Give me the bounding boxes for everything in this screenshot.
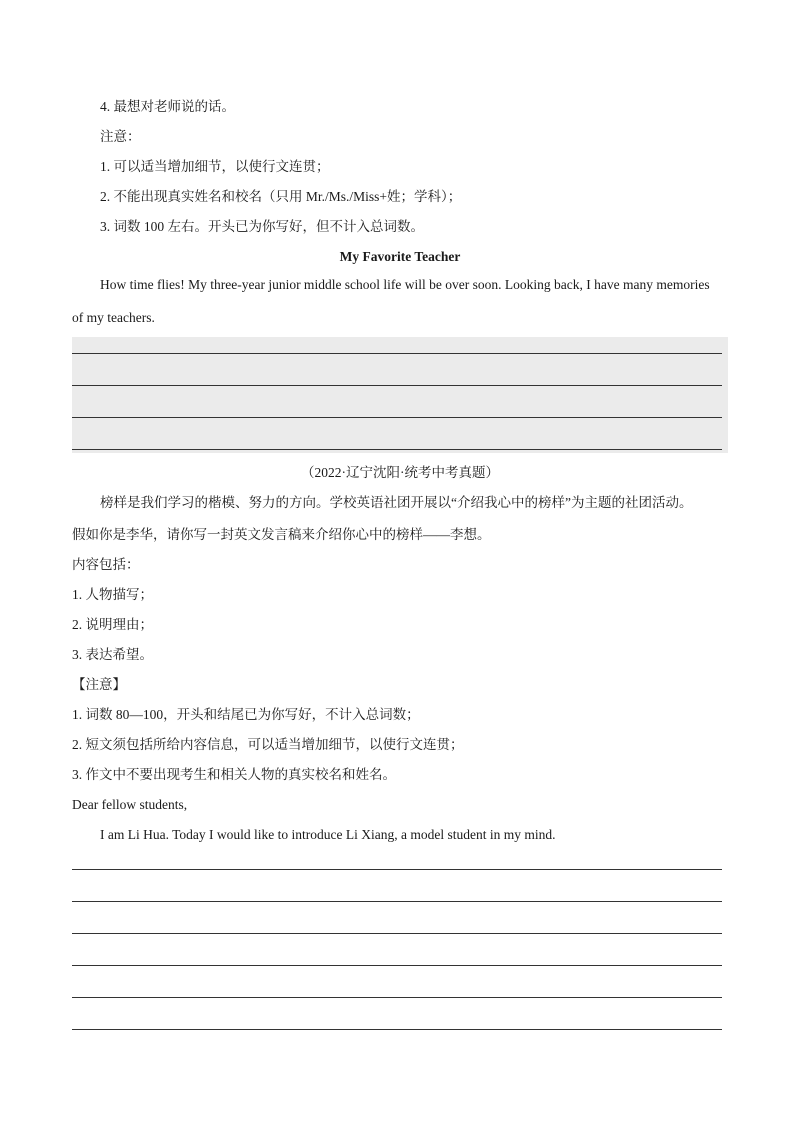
prompt-line: 榜样是我们学习的楷模、努力的方向。学校英语社团开展以“介绍我心中的榜样”为主题的社团活动。 bbox=[100, 495, 693, 510]
answer-line[interactable] bbox=[72, 449, 722, 450]
answer-line[interactable] bbox=[72, 385, 722, 386]
content-point-4: 4. 最想对老师说的话。 bbox=[100, 99, 235, 114]
essay-opening-line: of my teachers. bbox=[72, 310, 155, 325]
note-heading: 【注意】 bbox=[72, 677, 126, 692]
prompt-line: 假如你是李华，请你写一封英文发言稿来介绍你心中的榜样——李想。 bbox=[72, 527, 491, 542]
salutation: Dear fellow students, bbox=[72, 797, 188, 812]
answer-line[interactable] bbox=[72, 901, 722, 902]
answer-line[interactable] bbox=[72, 997, 722, 998]
content-point: 2. 说明理由； bbox=[72, 617, 153, 632]
note-item: 3. 作文中不要出现考生和相关人物的真实校名和姓名。 bbox=[72, 767, 396, 782]
content-point: 1. 人物描写； bbox=[72, 587, 153, 602]
answer-line[interactable] bbox=[72, 417, 722, 418]
answer-line[interactable] bbox=[72, 353, 722, 354]
answer-area bbox=[72, 337, 728, 453]
answer-line[interactable] bbox=[72, 933, 722, 934]
answer-line[interactable] bbox=[72, 1029, 722, 1030]
essay-opening-line: How time flies! My three-year junior middle school life will be over soon. Looking back, I have many memories bbox=[100, 277, 710, 292]
content-point: 3. 表达希望。 bbox=[72, 647, 153, 662]
note-item: 1. 词数 80—100，开头和结尾已为你写好，不计入总词数； bbox=[72, 707, 420, 722]
question-source: （2022·辽宁沈阳·统考中考真题） bbox=[301, 465, 499, 480]
essay-title: My Favorite Teacher bbox=[339, 249, 461, 264]
note-item: 1. 可以适当增加细节，以使行文连贯； bbox=[100, 159, 330, 174]
note-heading: 注意： bbox=[100, 129, 141, 144]
content-heading: 内容包括： bbox=[72, 557, 140, 572]
note-item: 2. 不能出现真实姓名和校名（只用 Mr./Ms./Miss+姓；学科）； bbox=[100, 189, 462, 204]
note-item: 3. 词数 100 左右。开头已为你写好，但不计入总词数。 bbox=[100, 219, 424, 234]
note-item: 2. 短文须包括所给内容信息，可以适当增加细节，以使行文连贯； bbox=[72, 737, 464, 752]
essay-opening-line: I am Li Hua. Today I would like to introduce Li Xiang, a model student in my mind. bbox=[100, 827, 556, 842]
answer-line[interactable] bbox=[72, 965, 722, 966]
answer-line[interactable] bbox=[72, 869, 722, 870]
